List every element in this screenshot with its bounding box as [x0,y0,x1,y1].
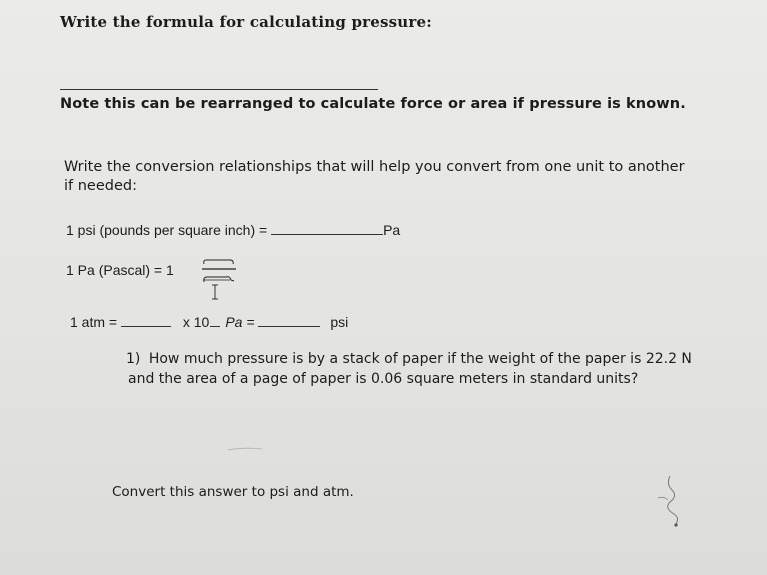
pascal-fraction-blanks[interactable] [200,257,240,301]
atm-exponent-blank[interactable] [210,314,220,327]
conversion-intro-line2: if needed: [64,178,137,194]
conversion-intro-line1: Write the conversion relationships that will help you convert from one unit to another [64,159,685,175]
atm-label: 1 atm = [70,314,121,330]
rearrange-note: Note this can be rearranged to calculate force or area if pressure is known. [60,96,686,112]
pencil-mark-decoration [640,470,700,530]
question-1-text-line1: How much pressure is by a stack of paper if the weight of the paper is 22.2 N [148,351,692,367]
atm-psi-blank[interactable] [258,314,320,327]
psi-answer-blank[interactable] [271,222,383,235]
question-1-text-line2: and the area of a page of paper is 0.06 square meters in standard units? [128,371,639,387]
question-1-line1 [126,351,692,367]
atm-times-ten: x 10 [182,314,210,330]
question-number: 1) [126,351,141,367]
psi-unit-pa: Pa [383,222,401,238]
psi-label: 1 psi (pounds per square inch) = [66,222,272,238]
faint-pencil-stroke [226,444,266,454]
formula-answer-line[interactable] [60,89,378,90]
atm-unit-pa: Pa = [225,314,259,330]
formula-prompt: Write the formula for calculating pressure: [60,13,432,31]
atm-unit-psi: psi [330,314,349,330]
atm-conversion-row [70,314,348,330]
atm-coefficient-blank[interactable] [121,314,171,327]
convert-prompt: Convert this answer to psi and atm. [112,484,354,500]
pascal-conversion-row [66,262,174,278]
pascal-label: 1 Pa (Pascal) = 1 [66,262,174,278]
psi-conversion-row [66,222,400,238]
